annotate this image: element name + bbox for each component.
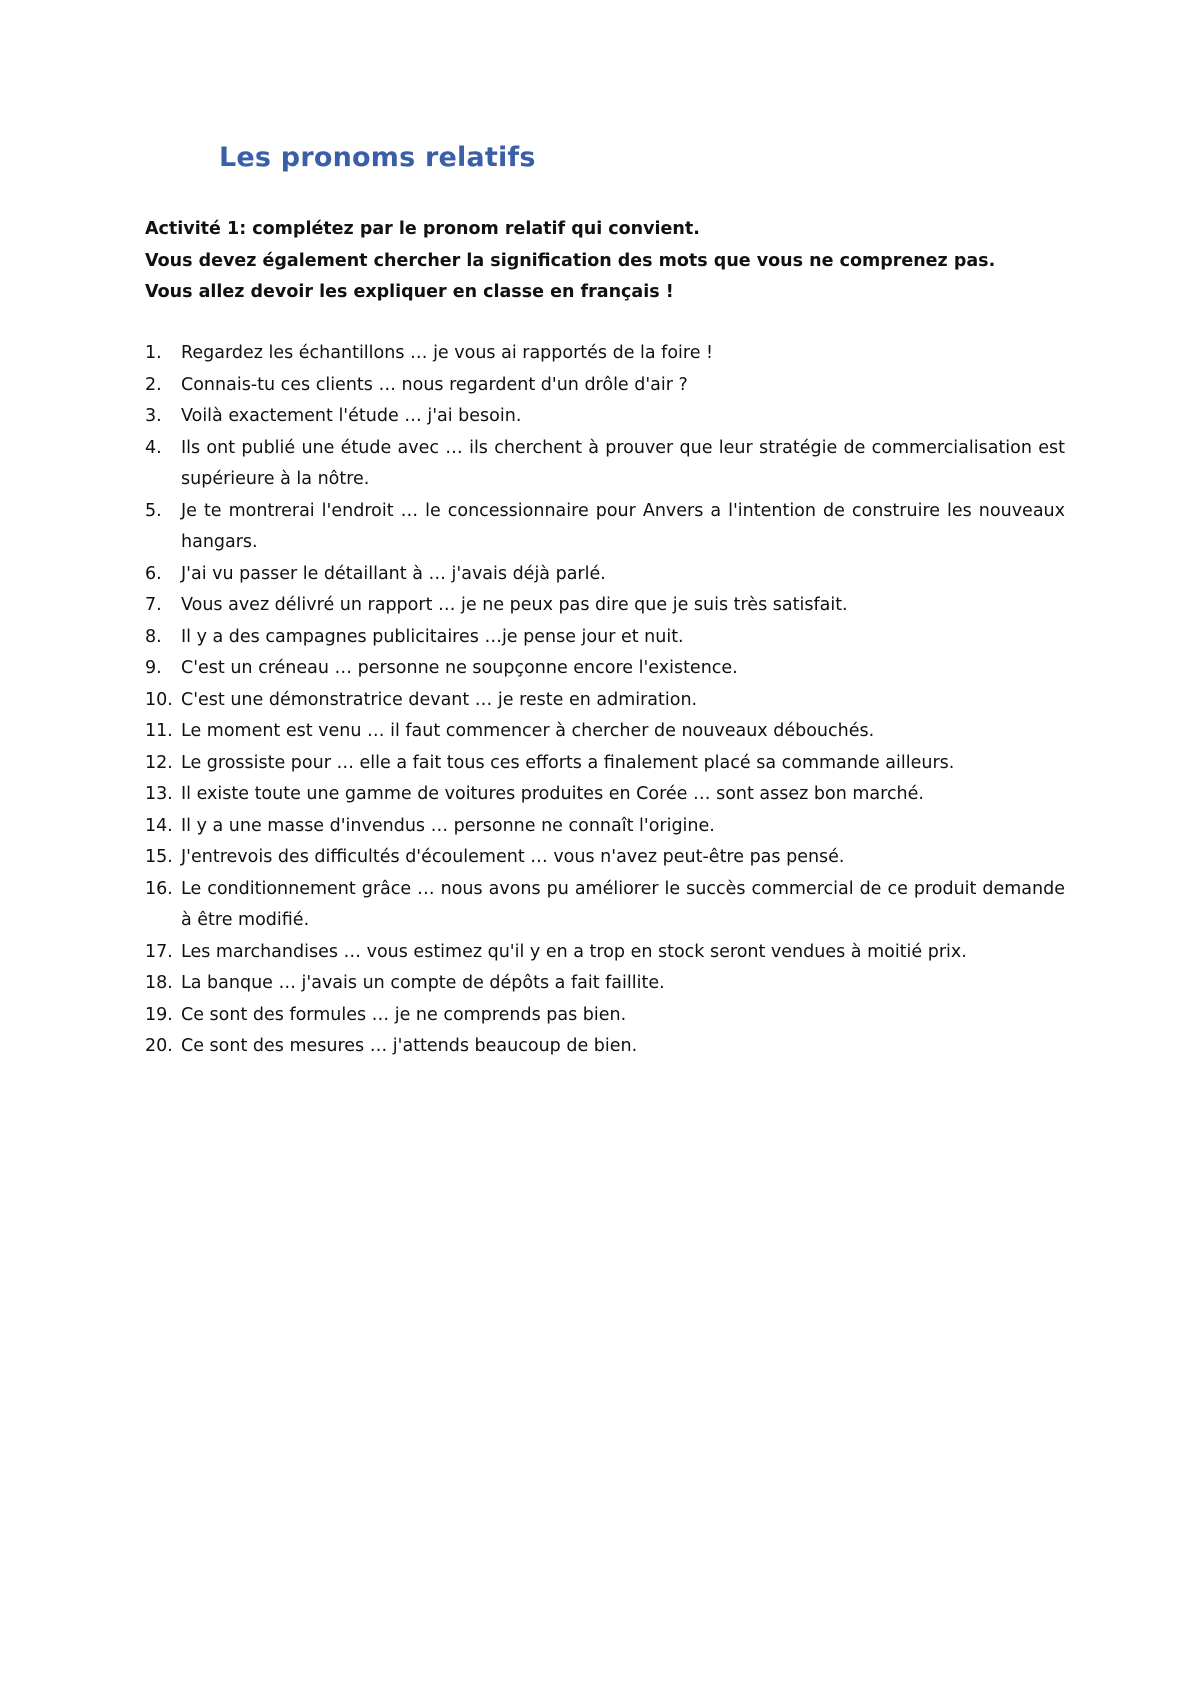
exercise-item	[145, 811, 1065, 843]
exercise-item	[145, 842, 1065, 874]
exercise-item	[145, 653, 1065, 685]
exercise-number: 5.	[145, 500, 162, 521]
exercise-text: La banque … j'avais un compte de dépôts a fait faillite.	[181, 973, 665, 993]
exercise-item	[145, 559, 1065, 591]
exercise-number: 7.	[145, 595, 162, 615]
exercise-number: 18.	[145, 973, 173, 993]
exercise-number: 16.	[145, 878, 173, 899]
exercise-number: 10.	[145, 689, 173, 710]
exercise-text: Le conditionnement grâce … nous avons pu améliorer le succès commercial de ce produit demande à être modifié.	[181, 878, 1065, 930]
exercise-number: 11.	[145, 721, 173, 741]
exercise-item	[145, 716, 1065, 748]
exercise-number: 12.	[145, 752, 173, 773]
exercise-number: 14.	[145, 815, 173, 836]
exercise-text: Le moment est venu … il faut commencer à chercher de nouveaux débouchés.	[181, 721, 875, 741]
exercise-item	[145, 590, 1065, 622]
exercise-text: Regardez les échantillons … je vous ai rapportés de la foire !	[181, 343, 714, 363]
exercise-item	[145, 937, 1065, 969]
exercise-text: J'entrevois des difficultés d'écoulement … vous n'avez peut-être pas pensé.	[181, 847, 845, 867]
exercise-item	[145, 968, 1065, 1000]
exercise-item	[145, 338, 1065, 370]
exercise-item	[145, 748, 1065, 780]
exercise-text: C'est une démonstratrice devant … je reste en admiration.	[181, 689, 698, 710]
exercise-item	[145, 1031, 1065, 1063]
exercise-text: Vous avez délivré un rapport … je ne peux pas dire que je suis très satisfait.	[181, 595, 848, 615]
exercise-number: 15.	[145, 847, 173, 867]
exercise-item	[145, 1000, 1065, 1032]
exercise-item	[145, 622, 1065, 654]
exercise-text: J'ai vu passer le détaillant à … j'avais déjà parlé.	[181, 563, 606, 584]
exercise-number: 13.	[145, 784, 173, 804]
exercise-text: Il y a une masse d'invendus … personne ne connaît l'origine.	[181, 815, 715, 836]
exercise-text: Je te montrerai l'endroit … le concessionnaire pour Anvers a l'intention de construire les nouveaux hangars.	[181, 500, 1065, 552]
exercise-list	[145, 338, 1065, 1063]
instruction-line: Vous allez devoir les expliquer en classe en français !	[145, 282, 674, 302]
exercise-number: 19.	[145, 1004, 173, 1025]
exercise-number: 8.	[145, 626, 162, 647]
exercise-item	[145, 496, 1065, 559]
exercise-number: 17.	[145, 941, 173, 962]
exercise-item	[145, 370, 1065, 402]
exercise-number: 1.	[145, 343, 162, 363]
exercise-number: 6.	[145, 563, 162, 584]
exercise-text: Connais-tu ces clients … nous regardent d'un drôle d'air ?	[181, 374, 688, 395]
exercise-item	[145, 401, 1065, 433]
instructions-block	[145, 214, 1075, 309]
exercise-text: Les marchandises … vous estimez qu'il y en a trop en stock seront vendues à moitié prix.	[181, 941, 967, 962]
exercise-item	[145, 433, 1065, 496]
exercise-item	[145, 779, 1065, 811]
exercise-number: 4.	[145, 437, 162, 458]
exercise-number: 3.	[145, 406, 162, 426]
exercise-number: 9.	[145, 658, 162, 678]
exercise-text: Il y a des campagnes publicitaires …je pense jour et nuit.	[181, 626, 684, 647]
exercise-item	[145, 685, 1065, 717]
exercise-text: Le grossiste pour … elle a fait tous ces efforts a finalement placé sa commande ailleurs.	[181, 752, 955, 773]
exercise-text: Il existe toute une gamme de voitures produites en Corée … sont assez bon marché.	[181, 784, 924, 804]
exercise-item	[145, 874, 1065, 937]
exercise-number: 20.	[145, 1036, 173, 1056]
instruction-line: Vous devez également chercher la signification des mots que vous ne comprenez pas.	[145, 250, 996, 271]
exercise-text: Ce sont des formules … je ne comprends pas bien.	[181, 1004, 627, 1025]
exercise-text: Voilà exactement l'étude … j'ai besoin.	[181, 406, 522, 426]
exercise-text: Ils ont publié une étude avec … ils cherchent à prouver que leur stratégie de commercialisation est supérieure à la nôtre.	[181, 437, 1065, 489]
instruction-line: Activité 1: complétez par le pronom relatif qui convient.	[145, 219, 700, 239]
exercise-text: Ce sont des mesures … j'attends beaucoup de bien.	[181, 1036, 638, 1056]
exercise-text: C'est un créneau … personne ne soupçonne encore l'existence.	[181, 658, 738, 678]
page-title: Les pronoms relatifs	[219, 142, 536, 173]
exercise-number: 2.	[145, 374, 162, 395]
